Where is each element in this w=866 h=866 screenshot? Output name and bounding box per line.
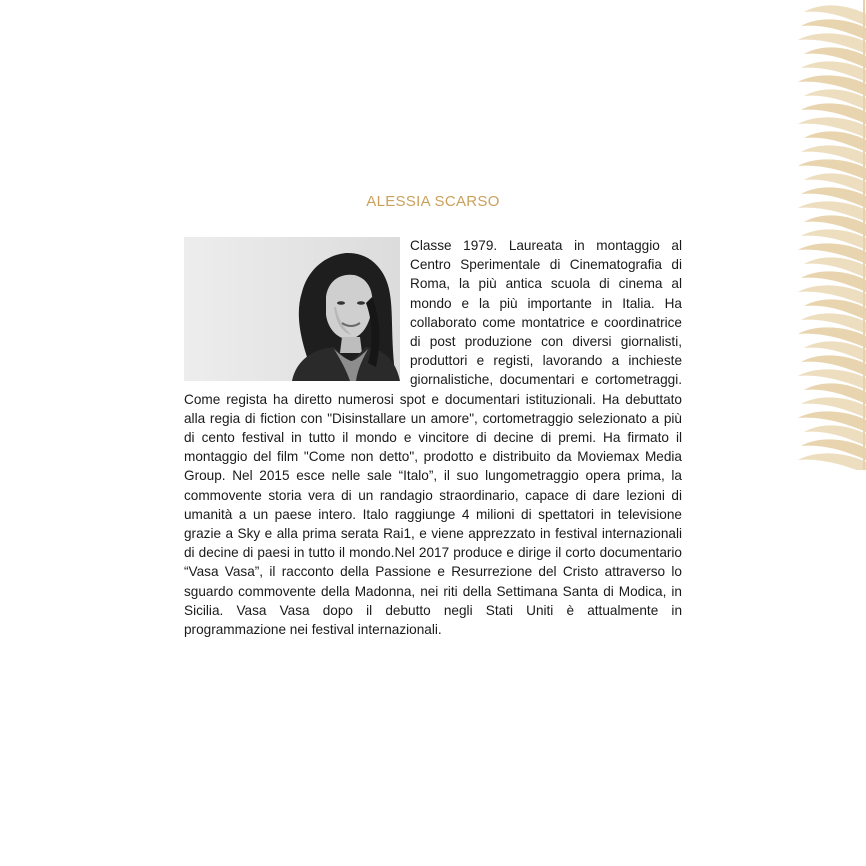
biography-text-block xyxy=(184,236,682,639)
person-name-heading: ALESSIA SCARSO xyxy=(366,193,500,210)
fern-leaf-decoration xyxy=(790,0,866,470)
portrait-photo xyxy=(184,237,400,381)
biography-text: Classe 1979. Laureata in montaggio al Centro Sperimentale di Cinematografia di Roma, la più antica scuola di cinema al mondo e la più importante in Italia. Ha collaborato come montatrice e coordinatrice di post produzione con diversi giornalisti, produttori e registi, lavorando a inchieste giornalistiche, documentari e cortometraggi. Come regista ha diretto numerosi spot e documentari istituzionali. Ha debuttato alla regia di fiction con "Disinstallare un amore", cortometraggio selezionato a più di cento festival in tutto il mondo e vincitore di decine di premi. Ha firmato il montaggio del film "Come non detto", prodotto e distribuito da Moviemax Media Group. Nel 2015 esce nelle sale “Italo”, il suo lungometraggio opera prima, la commovente storia vera di un randagio straordinario, capace di dare lezioni di umanità a un paese intero. Italo raggiunge 4 milioni di spettatori in televisione grazie a Sky e alla prima serata Rai1, e viene apprezzato in festival internazionali di decine di paesi in tutto il mondo.Nel 2017 produce e dirige il corto documentario “Vasa Vasa”, il racconto della Passione e Resurrezione del Cristo attraverso lo sguardo commovente della Madonna, nei riti della Settimana Santa di Modica, in Sicilia. Vasa Vasa dopo il debutto negli Stati Uniti è attualmente in programmazione nei festival internazionali. xyxy=(184,238,682,638)
